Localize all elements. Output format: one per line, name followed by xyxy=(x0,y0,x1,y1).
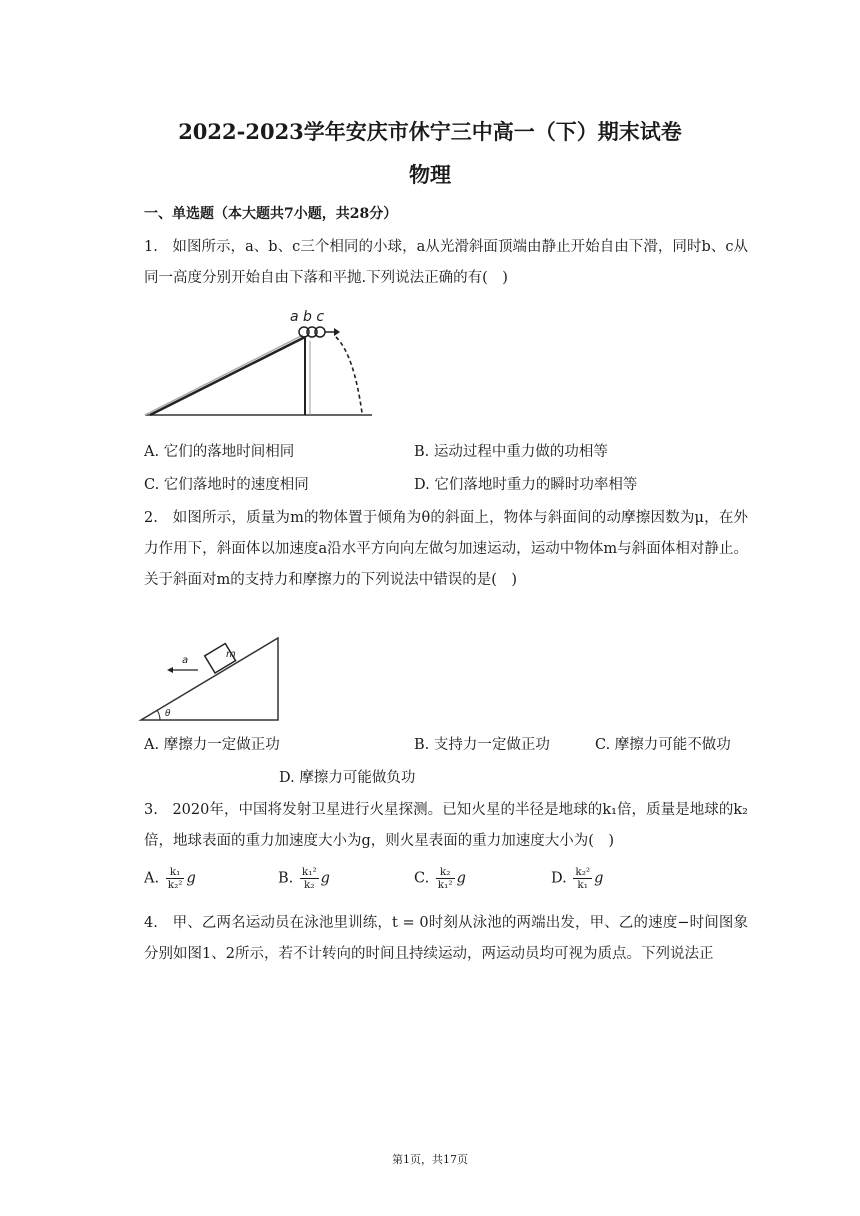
question-4-text: 4. 甲、乙两名运动员在泳池里训练，t = 0时刻从泳池的两端出发，甲、乙的速度−时间图象分别如图1、2所示，若不计转向的时间且持续运动，两运动员均可视为质点。下列说法正 xyxy=(144,915,748,962)
incline-surface xyxy=(145,335,303,415)
fraction: $\frac{\text{k₁}}{\text{k₂²}}$ xyxy=(167,866,183,891)
fraction: $\frac{\text{k₂}}{\text{k₁²}}$ xyxy=(437,866,453,891)
question-2-text: 2. 如图所示，质量为m的物体置于倾角为θ的斜面上，物体与斜面间的动摩擦因数为μ，在外力作用下，斜面体以加速度a沿水平方向向左做匀加速运动，运动中物体m与斜面体相对静止。关于斜面对m的支持力和摩擦力的下列说法中错误的是( ) xyxy=(144,510,748,588)
question-2-option-d: D. 摩擦力可能做负功 xyxy=(279,770,416,786)
question-3-option-b: B. $\frac{\text{k₁²}}{\text{k₂}}$ g xyxy=(278,866,330,891)
projectile-trajectory xyxy=(336,337,362,413)
question-1-option-b: B. 运动过程中重力做的功相等 xyxy=(414,444,608,460)
section-heading: 一、单选题（本大题共7小题，共28分） xyxy=(144,206,398,222)
incline-slope xyxy=(150,337,305,415)
question-2-figure xyxy=(138,635,286,725)
option-label: D. xyxy=(551,870,567,887)
option-label: B. xyxy=(278,870,294,887)
ball-labels: a b c xyxy=(290,309,325,325)
fraction: $\frac{\text{k₁²}}{\text{k₂}}$ xyxy=(301,866,317,891)
velocity-arrow-head xyxy=(334,328,340,336)
question-1-option-c: C. 它们落地时的速度相同 xyxy=(144,477,309,493)
fraction: $\frac{\text{k₂²}}{\text{k₁}}$ xyxy=(575,866,591,891)
question-3-option-d: D. $\frac{\text{k₂²}}{\text{k₁}}$ g xyxy=(551,866,604,891)
exam-subject: 物理 xyxy=(409,162,451,187)
exam-title: 2022-2023学年安庆市休宁三中高一（下）期末试卷 xyxy=(178,119,682,144)
question-1-text: 1. 如图所示，a、b、c三个相同的小球，a从光滑斜面顶端由静止开始自由下滑，同时b、c从同一高度分别开始自由下落和平抛.下列说法正确的有( ) xyxy=(144,239,748,286)
question-2-option-c: C. 摩擦力可能不做功 xyxy=(595,737,731,753)
question-1-option-a: A. 它们的落地时间相同 xyxy=(144,444,295,460)
page-footer: 第1页，共17页 xyxy=(392,1153,468,1166)
accel-label: a xyxy=(182,655,189,666)
angle-arc xyxy=(157,710,160,720)
question-3-option-a: A. $\frac{\text{k₁}}{\text{k₂²}}$ g xyxy=(144,866,196,891)
question-2-option-b: B. 支持力一定做正功 xyxy=(414,737,550,753)
question-3-text: 3. 2020年，中国将发射卫星进行火星探测。已知火星的半径是地球的k₁倍，质量是地球的k₂倍，地球表面的重力加速度大小为g，则火星表面的重力加速度大小为( ) xyxy=(144,802,748,849)
option-label: A. xyxy=(144,870,160,887)
question-1-option-d: D. 它们落地时重力的瞬时功率相等 xyxy=(414,477,638,493)
angle-label: θ xyxy=(165,709,171,719)
question-2-option-a: A. 摩擦力一定做正功 xyxy=(144,737,280,753)
accel-arrow-head xyxy=(167,667,173,673)
option-label: C. xyxy=(414,870,430,887)
mass-label: m xyxy=(226,649,236,660)
question-3-option-c: C. $\frac{\text{k₂}}{\text{k₁²}}$ g xyxy=(414,866,466,891)
incline-triangle xyxy=(141,638,278,720)
question-1-figure xyxy=(140,305,380,420)
